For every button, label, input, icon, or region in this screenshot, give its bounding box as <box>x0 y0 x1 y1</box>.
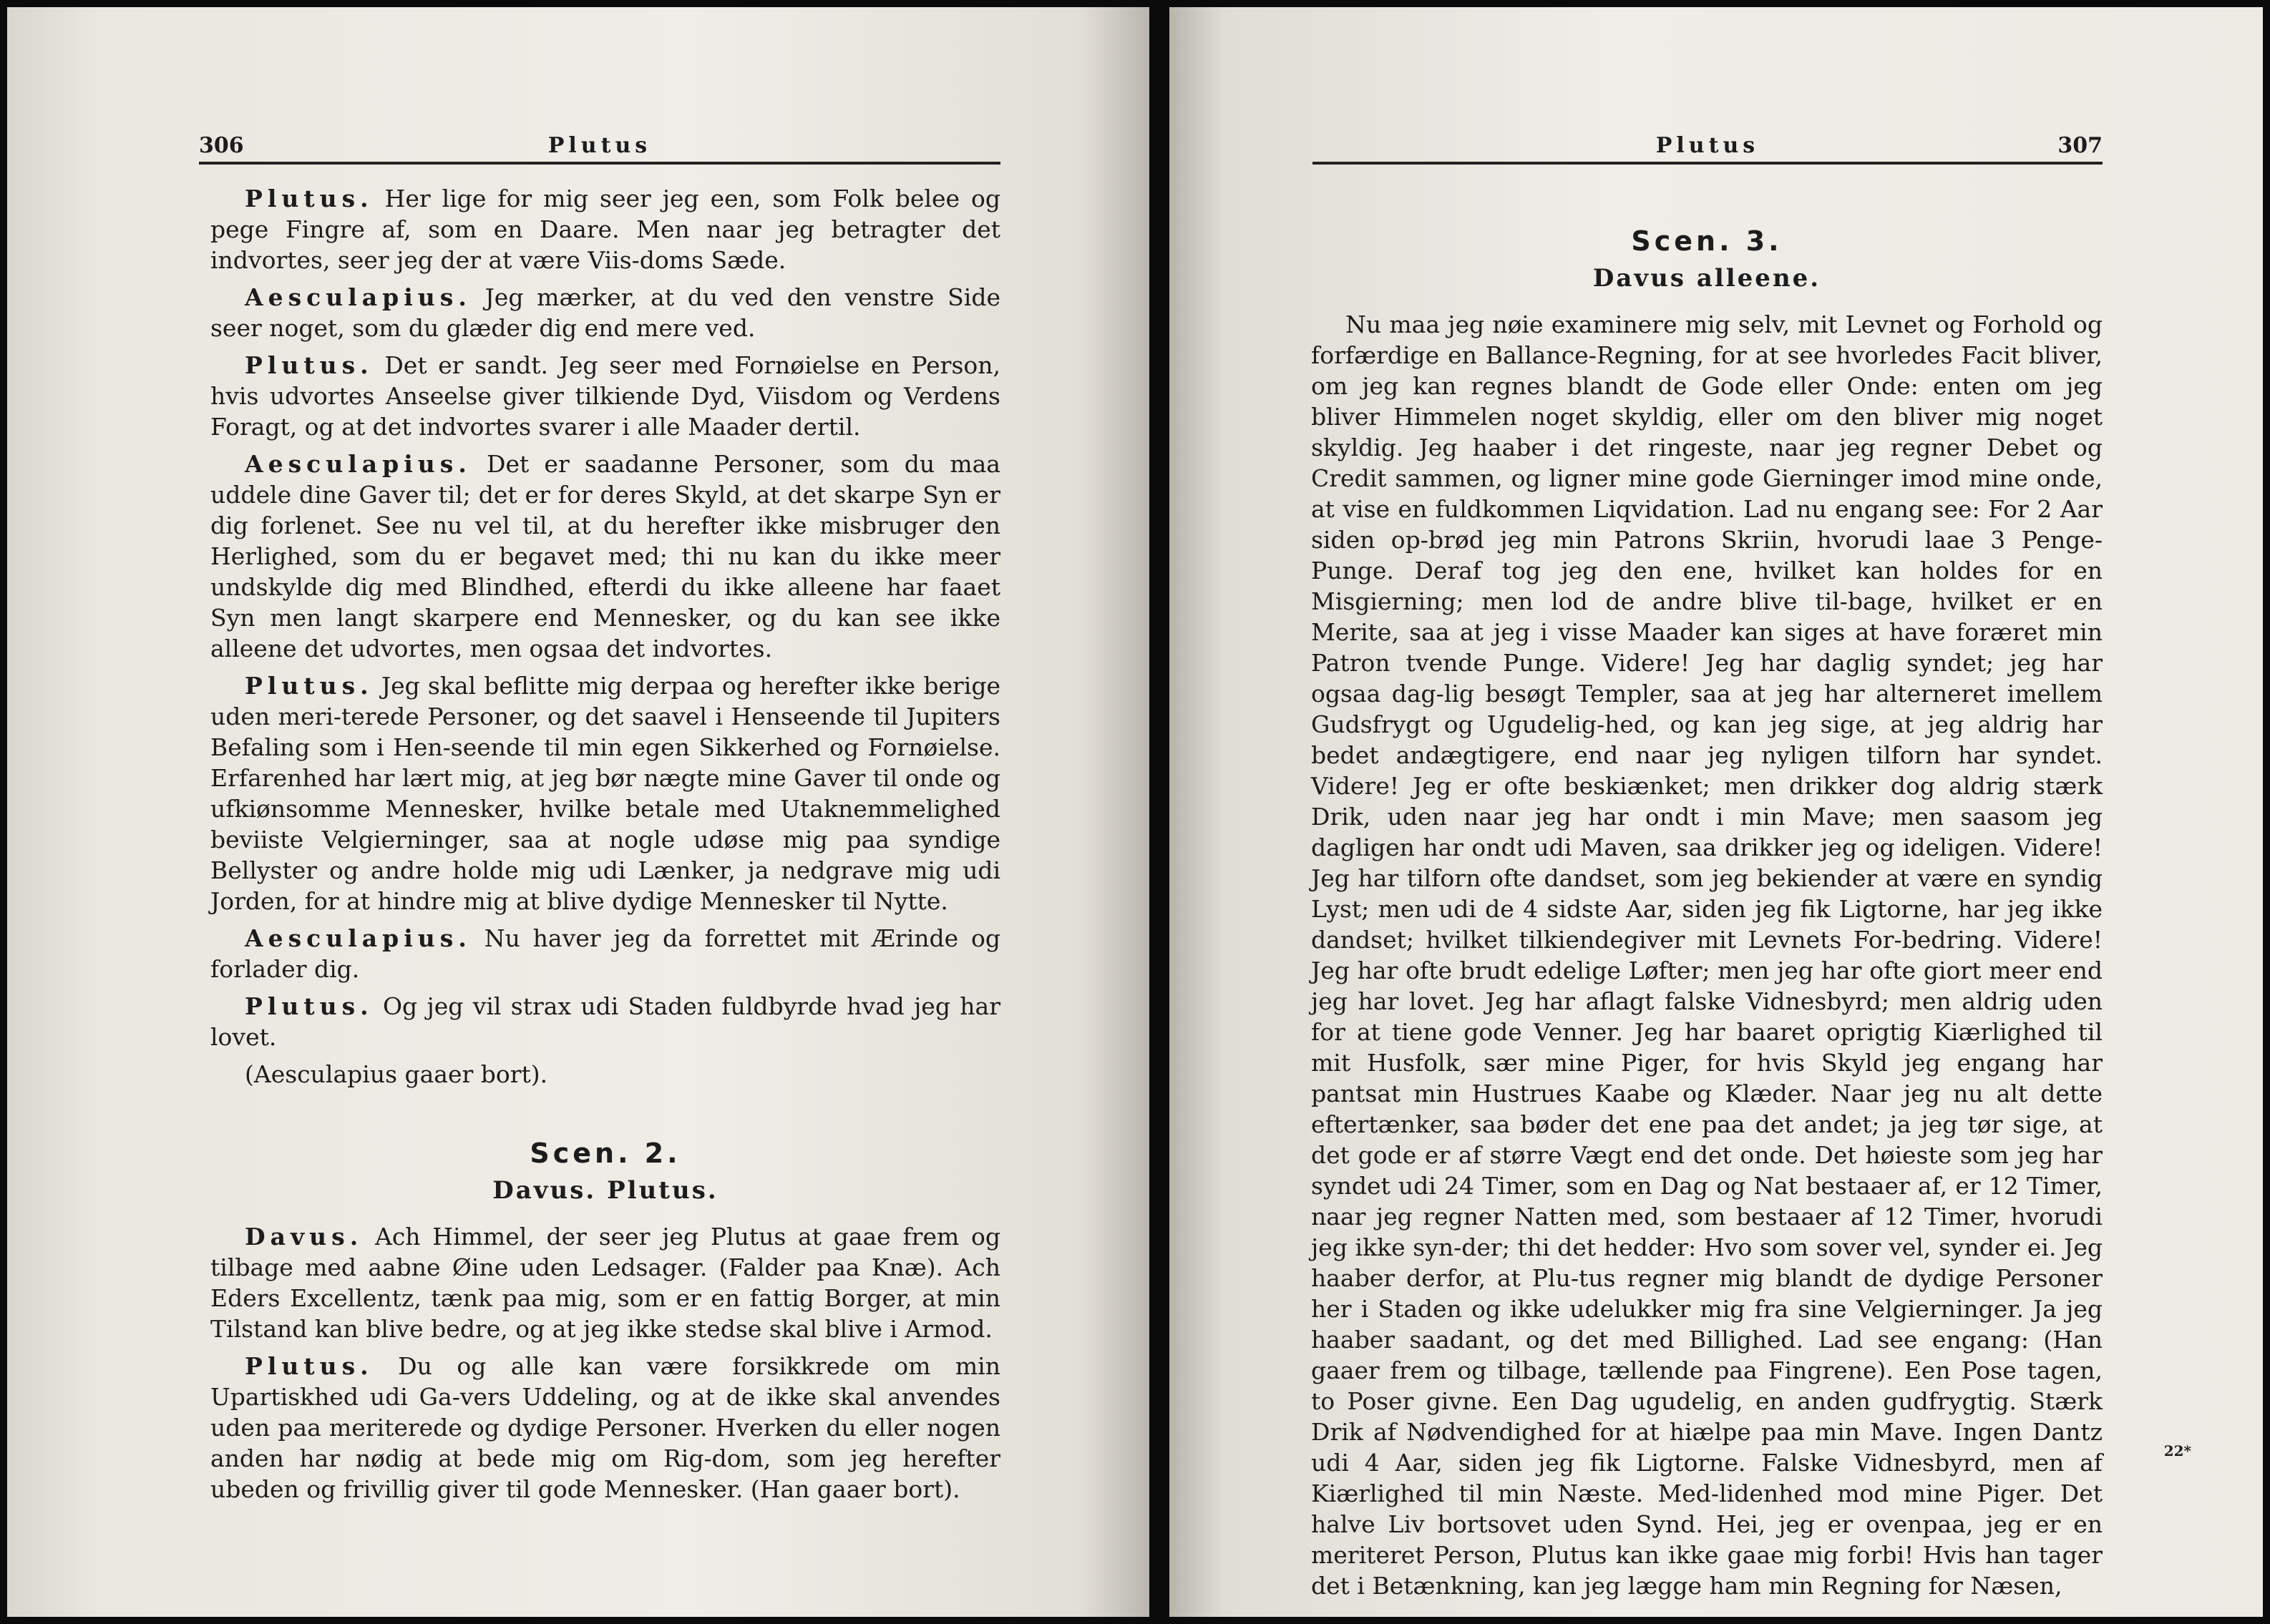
paragraph <box>210 991 1000 1052</box>
speech-text: Og jeg vil strax udi Staden fuldbyrde hvad jeg har lovet. <box>210 992 1000 1051</box>
speech-text: Det er sandt. Jeg seer med Fornøielse en Person, hvis udvortes Anseelse giver tilkiende Dyd, Viisdom og Verdens Foragt, og at det indvortes svarer i alle Maader dertil. <box>210 351 1000 441</box>
speaker-name: Plutus. <box>245 992 374 1020</box>
paragraph <box>210 449 1000 664</box>
speaker-name: Aesculapius. <box>245 924 472 952</box>
page-number: 306 <box>199 133 244 158</box>
speech-text: Her lige for mig seer jeg een, som Folk belee og pege Fingre af, som en Daare. Men naar jeg betragter det indvortes, seer jeg der at være Viis-doms Sæde. <box>210 185 1001 274</box>
right-page-body <box>1311 222 2103 1608</box>
running-head: Plutus <box>547 133 652 158</box>
paragraph <box>210 1221 1000 1344</box>
scene-cast: Davus. Plutus. <box>492 1176 718 1205</box>
page-number: 307 <box>2057 133 2103 158</box>
paragraph <box>210 183 1000 275</box>
right-page-header <box>1312 130 2103 165</box>
speech-text: (Aesculapius gaaer bort). <box>245 1060 548 1088</box>
paragraph: Nu maa jeg nøie examinere mig selv, mit Levnet og Forhold og forfærdige en Ballance-Regning, for at see hvorledes Facit bliver, om jeg kan regnes blandt de Gode eller Onde: enten om jeg bliver Himmelen noget skyldig, eller om den bliver mig noget skyldig. Jeg haaber i det ringeste, naar jeg regner Debet og Credit sammen, og ligner mine gode Gierninger imod mine onde, at vise en fuldkommen Liqvidation. Lad nu engang see: For 2 Aar siden op-brød jeg min Patrons Skriin, hvorudi laae 3 Penge-Punge. Deraf tog jeg den ene, hvilket kan holdes for en Misgierning; men lod de andre blive til-bage, hvilket er en Merite, saa at jeg i visse Maader kan siges at have foræret min Patron tvende Punge. Videre! Jeg har daglig syndet; jeg har ogsaa dag-lig besøgt Templer, saa at jeg har alterneret imellem Gudsfrygt og Ugudelig-hed, og kan jeg sige, at jeg aldrig har bedet andægtigere, end naar jeg nyligen tilforn har syndet. Videre! Jeg er ofte beskiænket; men drikker dog aldrig stærk Drik, uden naar jeg har ondt i min Mave; men saasom jeg dagligen har ondt udi Maven, saa drikker jeg og ideligen. Videre! Jeg har tilforn ofte dandset, som jeg bekiender at være en syndig Lyst; men udi de 4 sidste Aar, siden jeg fik Ligtorne, har jeg ikke dandset; hvilket tilkiendegiver mit Levnets For-bedring. Videre! Jeg har ofte brudt edelige Løfter; men jeg har ofte giort meer end jeg har lovet. Jeg har aflagt falske Vidnesbyrd; men aldrig uden for at tiene gode Venner. Jeg har baaret oprigtig Kiærlighed til mit Husfolk, sær mine Piger, for hvis Skyld jeg engang har pantsat min Hustrues Kaabe og Klæder. Naar jeg nu alt dette eftertænker, saa bøder det ene paa det andet; ja jeg tør sige, at det gode er af større Vægt end det onde. Det høieste som jeg har syndet udi 24 Timer, som en Dag og Nat bestaaer af, er 12 Timer, naar jeg regner Natten med, som bestaaer af 12 Timer, hvorudi jeg ikke syn-der; thi det hedder: Hvo som sover vel, synder ei. Jeg haaber derfor, at Plu-tus regner mig blandt de dydige Personer her i Staden og ikke udelukker mig fra sine Velgierninger. Ja jeg haaber saadant, og det med Billighed. Lad see engang: (Han gaaer frem og tilbage, tællende paa Fingrene). Een Pose tagen, to Poser givne. Een Dag ugudelig, en anden gudfrygtig. Stærk Drik af Nødvendighed for at hiælpe paa min Mave. Ingen Dantz udi 4 Aar, siden jeg fik Ligtorne. Falske Vidnesbyrd, men af Kiærlighed til min Næste. Med-lidenhed mod mine Piger. Det halve Liv bortsovet uden Synd. Hei, jeg er ovenpaa, jeg er en meriteret Person, Plutus kan ikke gaae mig forbi! Hvis han tager det i Betænkning, kan jeg lægge ham min Regning for Næsen, <box>1311 310 2103 1600</box>
paragraph <box>210 282 1000 343</box>
scene-heading: Scen. 3. <box>1631 225 1783 257</box>
left-page-header <box>199 130 1000 165</box>
speech-text: Jeg skal beflitte mig derpaa og herefter ikke berige uden meri-terede Personer, og det saavel i Henseende til Jupiters Befaling som i Hen-seende til min egen Sikkerhed og Fornøielse. Erfarenhed har lært mig, at jeg bør nægte mine Gaver til onde og ufkiønsomme Mennesker, hvilke betale med Utaknemmelighed beviiste Velgierninger, saa at nogle udøse mig paa syndige Bellyster og andre holde mig udi Lænker, ja nedgrave mig udi Jorden, for at hindre mig at blive dydige Mennesker til Nytte. <box>210 672 1000 915</box>
left-page-body <box>210 183 1000 1511</box>
speaker-name: Plutus. <box>245 1352 374 1380</box>
speech-text: Nu haver jeg da forrettet mit Ærinde og forlader dig. <box>210 924 1000 983</box>
speech-text: Jeg mærker, at du ved den venstre Side seer noget, som du glæder dig end mere ved. <box>210 283 1000 342</box>
speaker-name: Davus. <box>245 1223 364 1251</box>
stage-direction <box>210 1059 1000 1090</box>
left-page <box>7 7 1149 1617</box>
speaker-name: Plutus. <box>245 672 374 700</box>
speech-text: Ach Himmel, der seer jeg Plutus at gaae frem og tilbage med aabne Øine uden Ledsager. (Falder paa Knæ). Ach Eders Excellentz, tænk paa mig, som er en fattig Borger, at min Tilstand kan blive bedre, og at jeg ikke stedse skal blive i Armod. <box>210 1223 1000 1343</box>
speech-text: Du og alle kan være forsikkrede om min Upartiskhed udi Ga-vers Uddeling, og at de ikke skal anvendes uden paa meriterede og dydige Personer. Hverken du eller nogen anden har nødig at bede mig om Rig-dom, som jeg herefter ubeden og frivillig giver til gode Mennesker. (Han gaaer bort). <box>210 1352 1000 1503</box>
signature-mark: 22* <box>2163 1442 2191 1459</box>
paragraph <box>210 670 1000 916</box>
scene-cast: Davus alleene. <box>1592 264 1821 293</box>
speech-text: Det er saadanne Personer, som du maa uddele dine Gaver til; det er for deres Skyld, at det skarpe Syn er dig forlenet. See nu vel til, at du herefter ikke misbruger den Herlighed, som du er begavet med; thi nu kan du ikke meer undskylde dig med Blindhed, efterdi du ikke alleene har faaet Syn men langt skarpere end Mennesker, og du kan see ikke alleene det udvortes, men ogsaa det indvortes. <box>210 450 1000 662</box>
paragraph <box>210 923 1000 984</box>
scene-heading: Scen. 2. <box>530 1138 681 1169</box>
speaker-name: Plutus. <box>245 185 374 212</box>
right-page <box>1169 7 2263 1617</box>
paragraph <box>210 350 1000 442</box>
speaker-name: Aesculapius. <box>245 283 472 311</box>
scene-2 <box>210 1134 1000 1505</box>
speaker-name: Aesculapius. <box>245 450 472 478</box>
paragraph <box>210 1351 1000 1505</box>
speaker-name: Plutus. <box>245 351 374 379</box>
running-head: Plutus <box>1655 133 1760 158</box>
